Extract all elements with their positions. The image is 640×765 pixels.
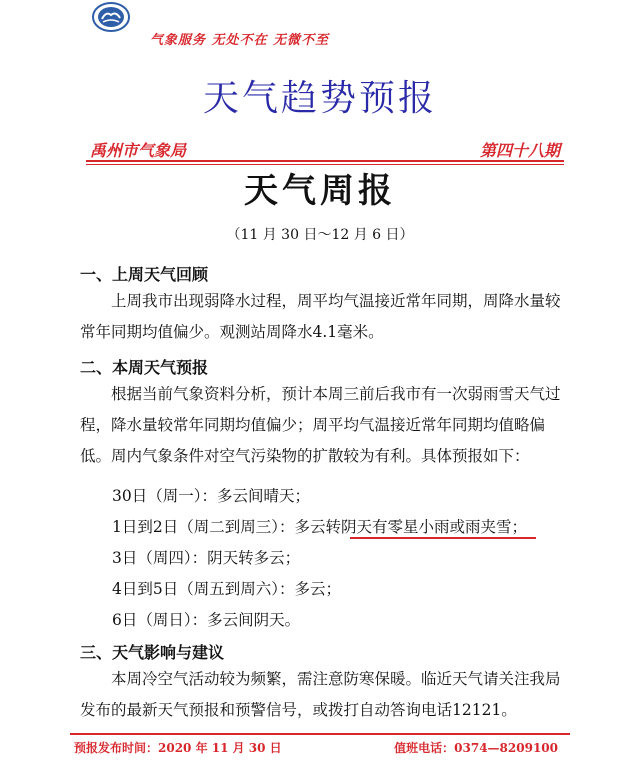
date-range: （11 月 30 日～12 月 6 日） — [226, 227, 414, 243]
forecast-day-item: 4日到5日（周五到周六）：多云； — [112, 580, 341, 598]
header-rule — [86, 160, 564, 162]
issue-number: 第四十八期 — [479, 141, 560, 160]
section-body-advice — [80, 664, 570, 726]
highlight-underline — [350, 537, 536, 539]
publish-time: 预报发布时间：2020 年 11 月 30 日 — [74, 741, 282, 755]
footer — [74, 739, 558, 756]
forecast-day-item: 30日（周一）：多云间晴天； — [112, 487, 310, 505]
org-name: 禹州市气象局 — [90, 141, 187, 160]
advice-text: 本周冷空气活动较为频繁，需注意防寒保暖。临近天气请关注我局发布的最新天气预报和预警信号，或拨打自动答询电话12121。 — [80, 670, 561, 719]
section-body-review — [80, 286, 570, 348]
section-heading-forecast: 二、本周天气预报 — [80, 358, 209, 377]
forecast-day-item: 3日（周四）：阴天转多云； — [112, 549, 301, 567]
forecast-text: 根据当前气象资料分析，预计本周三前后我市有一次弱雨雪天气过程，降水量较常年同期均值偏少；周平均气温接近常年同期均值略偏低。周内气象条件对空气污染物的扩散较为有利。具体预报如下： — [80, 385, 561, 465]
section-heading-review: 一、上周天气回顾 — [80, 265, 209, 284]
forecast-day-item: 1日到2日（周二到周三）：多云转阴天有零星小雨或雨夹雪； — [112, 518, 527, 536]
footer-rule — [70, 733, 570, 735]
section-body-forecast — [80, 379, 570, 472]
duty-phone: 值班电话：0374—8209100 — [394, 741, 558, 755]
document-title: 天气周报 — [244, 171, 396, 211]
org-row — [90, 138, 560, 161]
review-text: 上周我市出现弱降水过程，周平均气温接近常年同期，周降水量较常年同期均值偏少。观测站周降水4.1毫米。 — [80, 292, 561, 341]
main-title: 天气趋势预报 — [202, 78, 437, 119]
forecast-day-item: 6日（周日）：多云间阴天。 — [112, 611, 301, 629]
meteorological-logo-icon — [92, 2, 130, 32]
slogan: 气象服务 无处不在 无微不至 — [150, 33, 330, 48]
section-heading-advice: 三、天气影响与建议 — [80, 643, 225, 662]
